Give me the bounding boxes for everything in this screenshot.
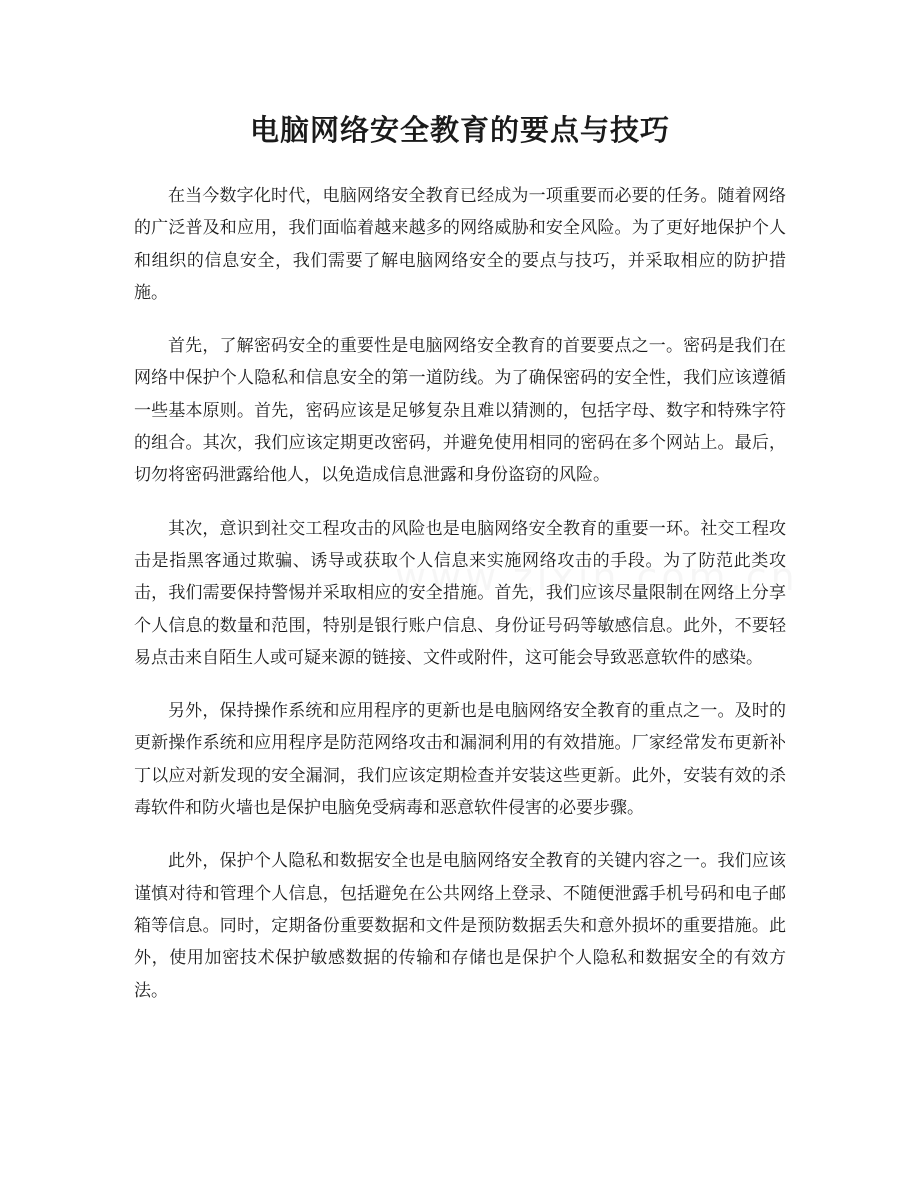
document-title: 电脑网络安全教育的要点与技巧 (249, 113, 670, 147)
paragraph-intro: 在当今数字化时代，电脑网络安全教育已经成为一项重要而必要的任务。随着网络的广泛普及和应用，我们面临着越来越多的网络威胁和安全风险。为了更好地保护个人和组织的信息安全，我们需要了解电脑网络安全的要点与技巧，并采取相应的防护措施。 (134, 186, 786, 303)
document-body (134, 180, 786, 1028)
paragraph-password-security: 首先，了解密码安全的重要性是电脑网络安全教育的首要要点之一。密码是我们在网络中保护个人隐私和信息安全的第一道防线。为了确保密码的安全性，我们应该遵循一些基本原则。首先，密码应该是足够复杂且难以猜测的，包括字母、数字和特殊字符的组合。其次，我们应该定期更改密码，并避免使用相同的密码在多个网站上。最后，切勿将密码泄露给他人，以免造成信息泄露和身份盗窃的风险。 (134, 336, 786, 486)
paragraph-system-updates: 另外，保持操作系统和应用程序的更新也是电脑网络安全教育的重点之一。及时的更新操作系统和应用程序是防范网络攻击和漏洞利用的有效措施。厂家经常发布更新补丁以应对新发现的安全漏洞，我们应该定期检查并安装这些更新。此外，安装有效的杀毒软件和防火墙也是保护电脑免受病毒和恶意软件侵害的必要步骤。 (134, 701, 786, 819)
paragraph-privacy-data: 此外，保护个人隐私和数据安全也是电脑网络安全教育的关键内容之一。我们应该谨慎对待和管理个人信息，包括避免在公共网络上登录、不随便泄露手机号码和电子邮箱等信息。同时，定期备份重要数据和文件是预防数据丢失和意外损坏的重要措施。此外，使用加密技术保护敏感数据的传输和存储也是保护个人隐私和数据安全的有效方法。 (134, 851, 786, 1001)
paragraph-social-engineering: 其次，意识到社交工程攻击的风险也是电脑网络安全教育的重要一环。社交工程攻击是指黑客通过欺骗、诱导或获取个人信息来实施网络攻击的手段。为了防范此类攻击，我们需要保持警惕并采取相应的安全措施。首先，我们应该尽量限制在网络上分享个人信息的数量和范围，特别是银行账户信息、身份证号码等敏感信息。此外，不要轻易点击来自陌生人或可疑来源的链接、文件或附件，这可能会导致恶意软件的感染。 (134, 518, 786, 668)
